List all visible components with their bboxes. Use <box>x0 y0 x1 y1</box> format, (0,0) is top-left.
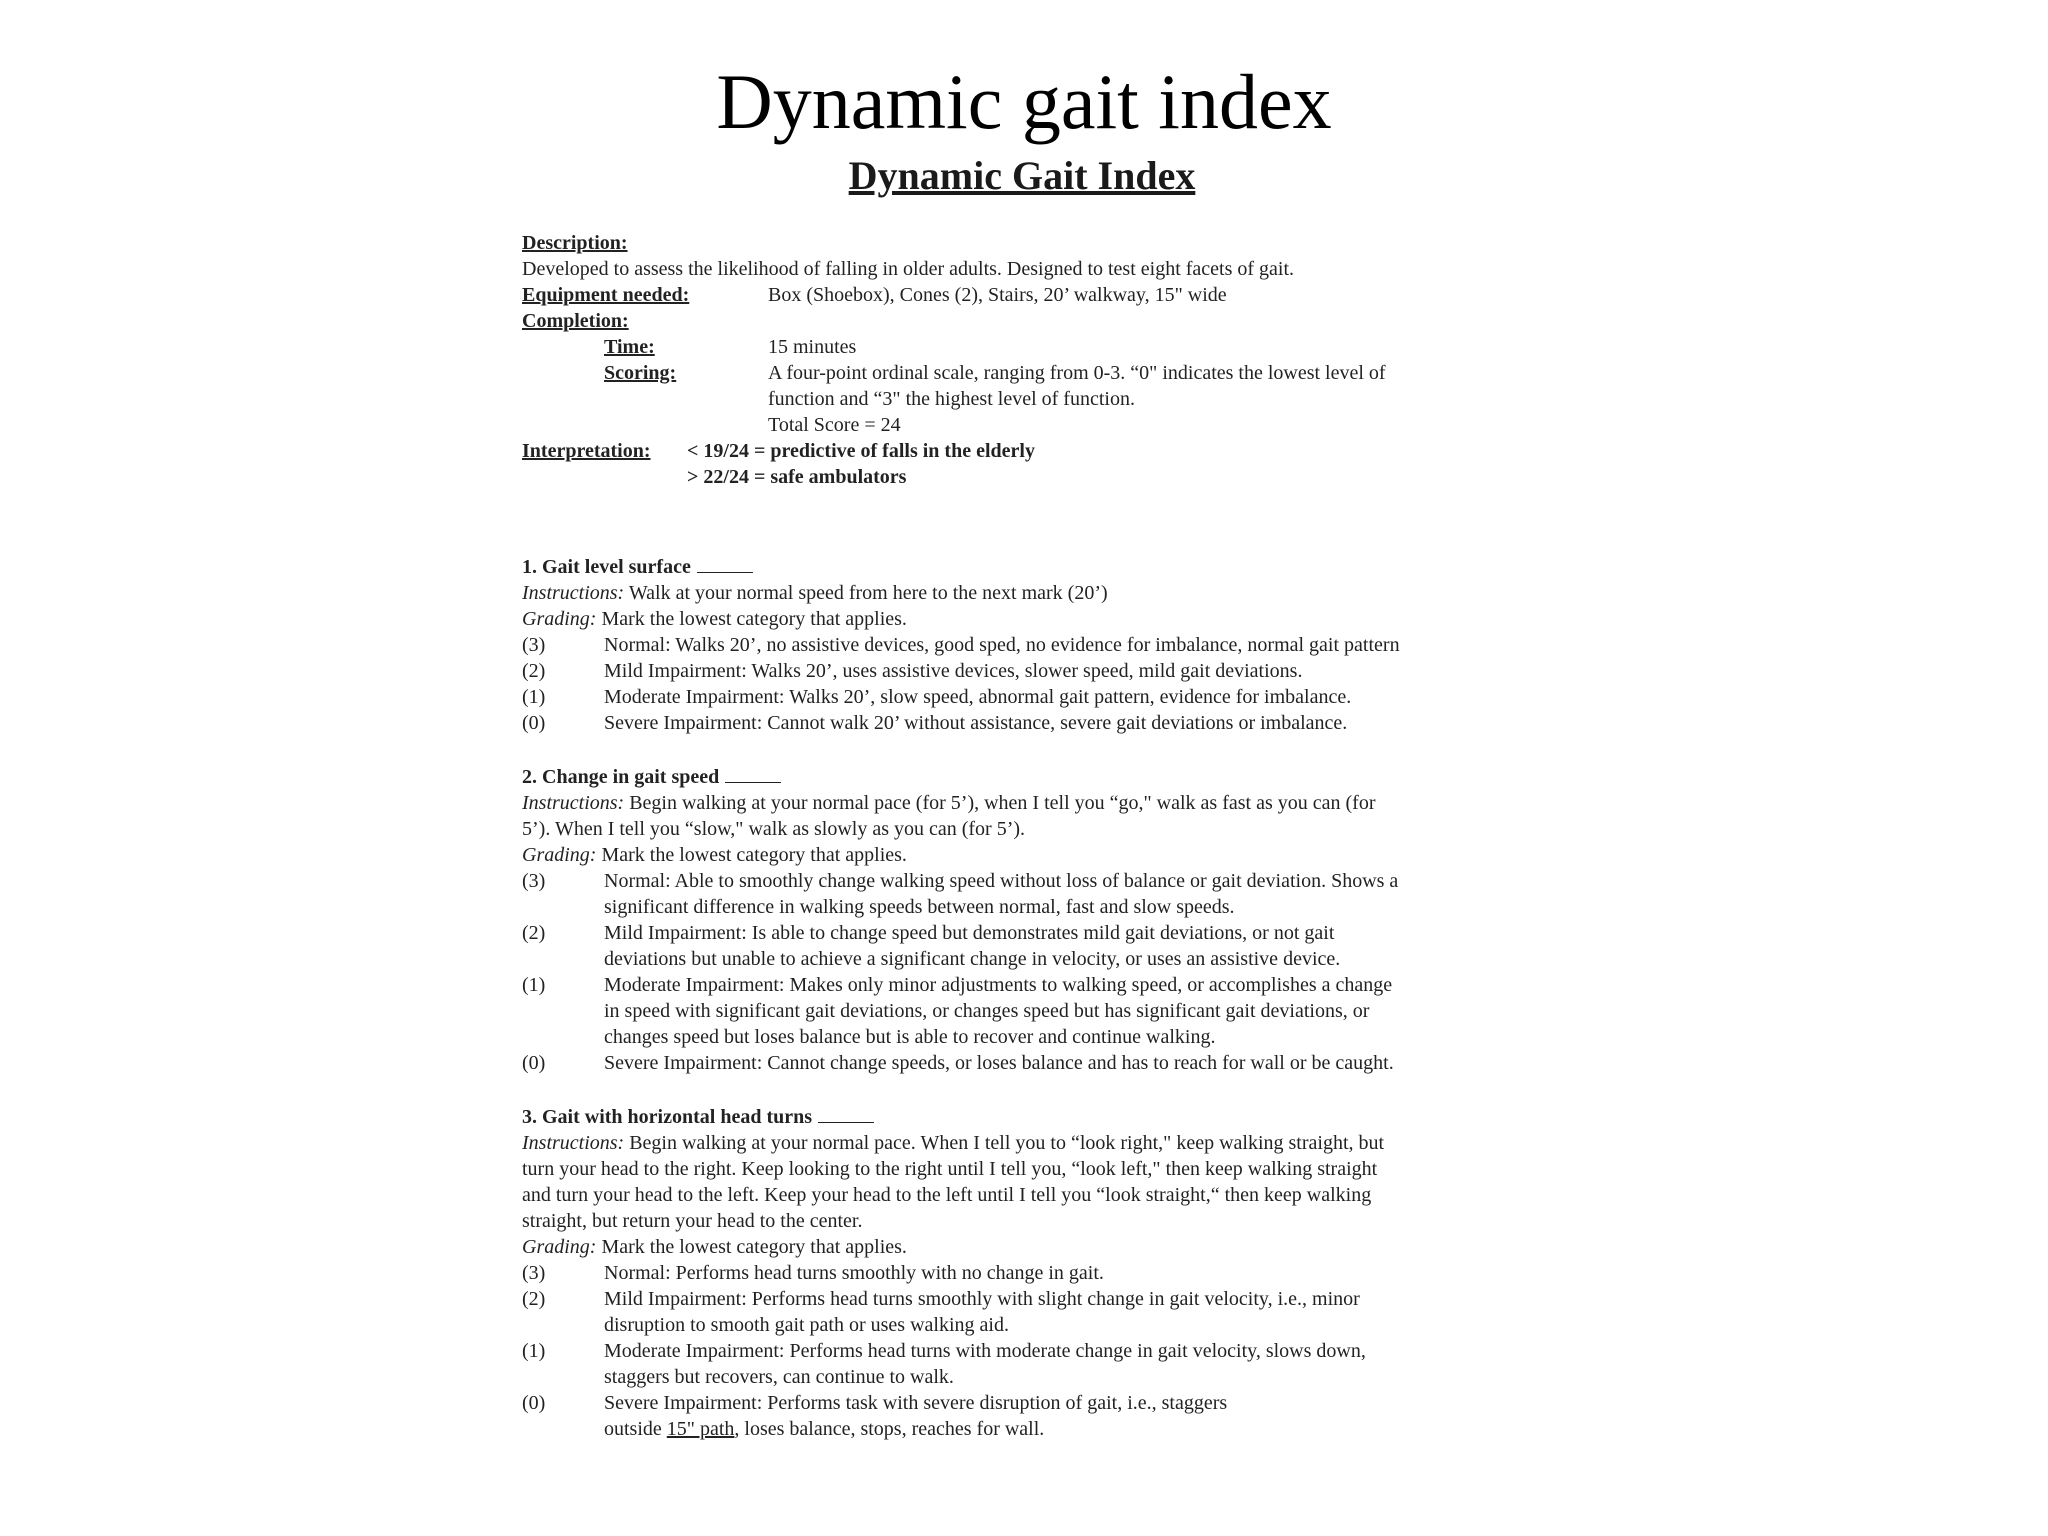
scoring-text-2: function and “3" the highest level of function. <box>768 388 1135 410</box>
time-text: 15 minutes <box>768 336 857 358</box>
item-instructions: Instructions: Begin walking at your normal pace. When I tell you to “look right," keep walking straight, but <box>522 1132 1385 1154</box>
interpretation-text-1: < 19/24 = predictive of falls in the elderly <box>687 440 1035 462</box>
completion-label: Completion: <box>522 310 629 332</box>
document-title: Dynamic Gait Index <box>848 153 1196 198</box>
item-heading: 1. Gait level surface <box>522 554 753 580</box>
time-label: Time: <box>604 336 655 358</box>
score-row-cont: changes speed but loses balance but is able to recover and continue walking. <box>604 1026 1216 1048</box>
item-heading: 2. Change in gait speed <box>522 764 781 790</box>
path-width-underlined: 15" path <box>666 1418 735 1440</box>
item-grading: Grading: Mark the lowest category that applies. <box>522 1236 907 1258</box>
score-row: (3) Normal: Able to smoothly change walking speed without loss of balance or gait deviation. Shows a <box>522 870 1399 892</box>
scoring-text-1: A four-point ordinal scale, ranging from 0-3. “0" indicates the lowest level of <box>768 362 1386 384</box>
score-row: (0) Severe Impairment: Cannot change speeds, or loses balance and has to reach for wall or be caught. <box>522 1052 1394 1074</box>
interpretation-text-2: > 22/24 = safe ambulators <box>687 466 907 488</box>
score-row-cont: outside 15" path, loses balance, stops, reaches for wall. <box>604 1418 1045 1440</box>
score-row: (1) Moderate Impairment: Makes only minor adjustments to walking speed, or accomplishes a change <box>522 974 1393 996</box>
slide-title: Dynamic gait index <box>716 58 1332 145</box>
score-row: (2) Mild Impairment: Walks 20’, uses assistive devices, slower speed, mild gait deviations. <box>522 660 1303 682</box>
item-instructions-cont: 5’). When I tell you “slow," walk as slowly as you can (for 5’). <box>522 818 1026 840</box>
score-row: (3) Normal: Performs head turns smoothly with no change in gait. <box>522 1262 1104 1284</box>
description-text: Developed to assess the likelihood of falling in older adults. Designed to test eight facets of gait. <box>522 258 1295 280</box>
description-label: Description: <box>522 232 628 254</box>
score-row-cont: staggers but recovers, can continue to walk. <box>604 1366 954 1388</box>
score-row: (0) Severe Impairment: Cannot walk 20’ without assistance, severe gait deviations or imbalance. <box>522 712 1348 734</box>
equipment-row <box>522 282 689 308</box>
score-row: (1) Moderate Impairment: Performs head turns with moderate change in gait velocity, slows down, <box>522 1340 1366 1362</box>
interpretation-label: Interpretation: <box>522 440 651 462</box>
score-row: (3) Normal: Walks 20’, no assistive devices, good sped, no evidence for imbalance, normal gait pattern <box>522 634 1400 656</box>
item-instructions: Instructions: Walk at your normal speed from here to the next mark (20’) <box>522 582 1108 604</box>
scoring-label: Scoring: <box>604 362 677 384</box>
score-row: (0) Severe Impairment: Performs task with severe disruption of gait, i.e., staggers <box>522 1392 1228 1414</box>
item-grading: Grading: Mark the lowest category that applies. <box>522 608 907 630</box>
equipment-label: Equipment needed: <box>522 284 690 306</box>
scoring-text-3: Total Score = 24 <box>768 414 901 436</box>
item-heading: 3. Gait with horizontal head turns <box>522 1104 874 1130</box>
item-grading: Grading: Mark the lowest category that applies. <box>522 844 907 866</box>
score-row-cont: deviations but unable to achieve a significant change in velocity, or uses an assistive device. <box>604 948 1341 970</box>
item-instructions-cont: straight, but return your head to the center. <box>522 1210 863 1232</box>
score-row: (2) Mild Impairment: Is able to change speed but demonstrates mild gait deviations, or not gait <box>522 922 1335 944</box>
score-row-cont: significant difference in walking speeds between normal, fast and slow speeds. <box>604 896 1235 918</box>
item-instructions-cont: and turn your head to the left. Keep your head to the left until I tell you “look straight,“ then keep walking <box>522 1184 1372 1206</box>
score-row: (1) Moderate Impairment: Walks 20’, slow speed, abnormal gait pattern, evidence for imbalance. <box>522 686 1352 708</box>
item-instructions: Instructions: Begin walking at your normal pace (for 5’), when I tell you “go," walk as fast as you can (for <box>522 792 1376 814</box>
score-row-cont: disruption to smooth gait path or uses walking aid. <box>604 1314 1009 1336</box>
score-row-cont: in speed with significant gait deviations, or changes speed but has significant gait deviations, or <box>604 1000 1370 1022</box>
equipment-text: Box (Shoebox), Cones (2), Stairs, 20’ walkway, 15" wide <box>768 284 1227 306</box>
score-row: (2) Mild Impairment: Performs head turns smoothly with slight change in gait velocity, i.e., minor <box>522 1288 1360 1310</box>
item-instructions-cont: turn your head to the right. Keep looking to the right until I tell you, “look left," then keep walking straight <box>522 1158 1378 1180</box>
document-scan <box>522 150 1522 1440</box>
